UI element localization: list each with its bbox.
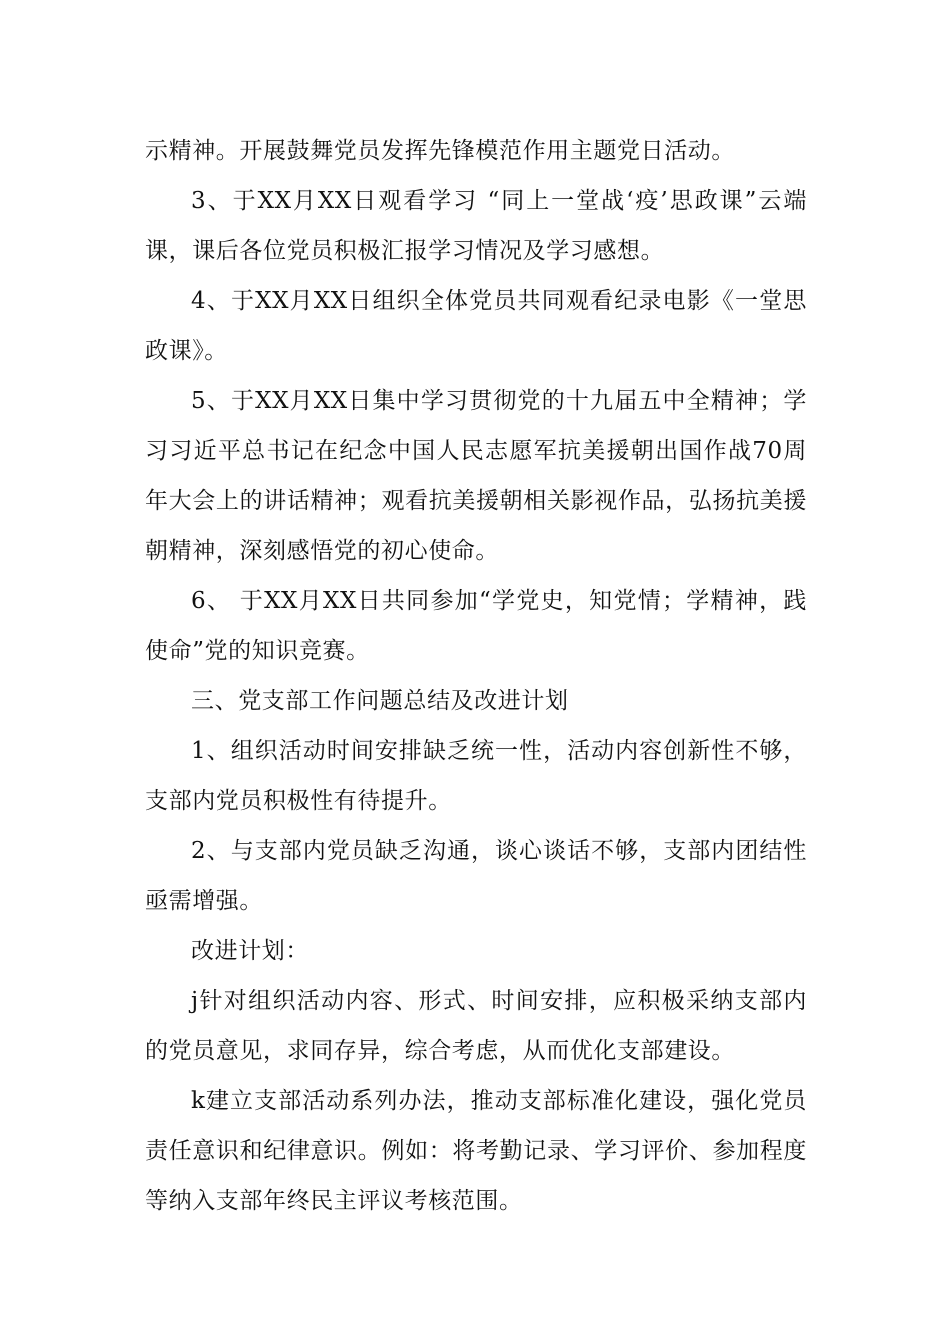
subheading-improvement-plan: 改进计划： — [191, 938, 309, 964]
paragraph-4: 5、于XX月XX日集中学习贯彻党的十九届五中全精神；学习习近平总书记在纪念中国人民志愿军抗美援朝出国作战70周年大会上的讲话精神；观看抗美援朝相关影视作品，弘扬抗美援朝精神，深刻感悟党的初心使命。 — [145, 388, 807, 564]
paragraph-1: 示精神。开展鼓舞党员发挥先锋模范作用主题党日活动。 — [145, 138, 735, 164]
paragraph-7: 2、与支部内党员缺乏沟通，谈心谈话不够，支部内团结性亟需增强。 — [145, 838, 807, 914]
paragraph-6: 1、组织活动时间安排缺乏统一性，活动内容创新性不够，支部内党员积极性有待提升。 — [145, 738, 807, 814]
paragraph-2: 3、于XX月XX日观看学习 “同上一堂战‘疫’思政课”云端课，课后各位党员积极汇报学习情况及学习感想。 — [145, 188, 807, 264]
section-heading: 三、党支部工作问题总结及改进计划 — [191, 688, 569, 714]
paragraph-3: 4、于XX月XX日组织全体党员共同观看纪录电影《一堂思政课》。 — [145, 288, 807, 364]
paragraph-8: j针对组织活动内容、形式、时间安排，应积极采纳支部内的党员意见，求同存异，综合考虑，从而优化支部建设。 — [145, 988, 807, 1064]
paragraph-9: k建立支部活动系列办法，推动支部标准化建设，强化党员责任意识和纪律意识。例如：将考勤记录、学习评价、参加程度等纳入支部年终民主评议考核范围。 — [145, 1088, 807, 1214]
document-page — [145, 126, 807, 1226]
paragraph-5: 6、 于XX月XX日共同参加“学党史，知党情；学精神，践使命”党的知识竞赛。 — [145, 588, 807, 664]
